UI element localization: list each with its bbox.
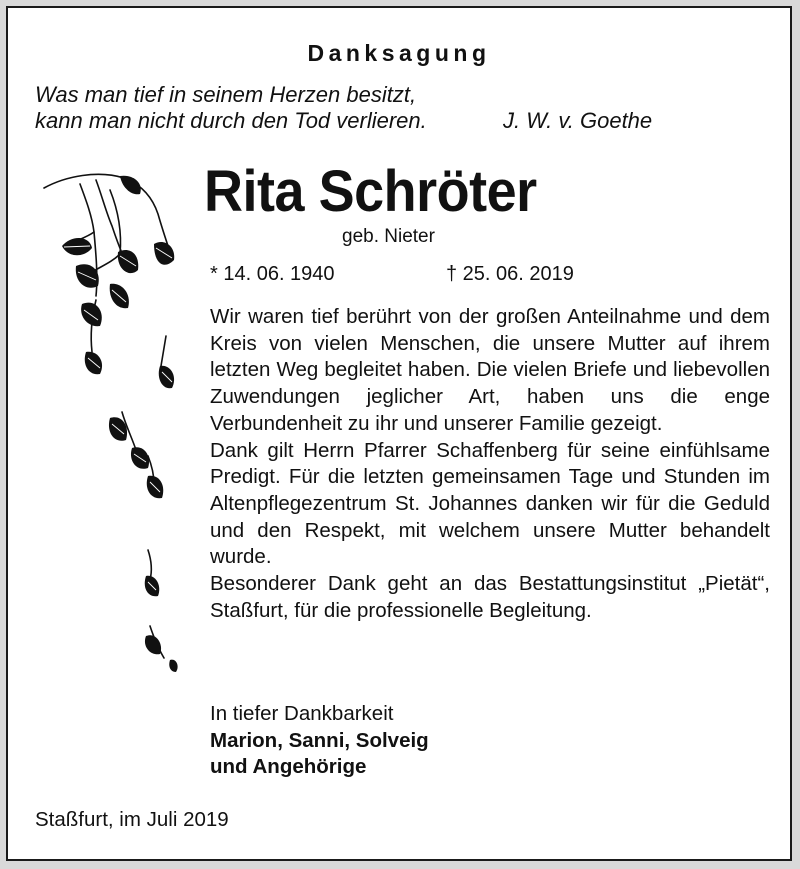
- quote-line-2: kann man nicht durch den Tod verlieren.: [35, 108, 427, 133]
- thanks-paragraph-1: Wir waren tief berührt von der großen Anteilnahme und dem Kreis von vielen Menschen, die unsere Mutter auf ihrem letzten Weg begleitet haben. Die vielen Briefe und liebevollen Zuwendungen jeglicher Art, haben uns die enge Verbundenheit zu ihr und unserer Familie gezeigt.: [210, 305, 770, 435]
- thanks-paragraph-3: Besonderer Dank geht an das Bestattungsinstitut „Pietät“, Staßfurt, für die professionelle Begleitung.: [210, 572, 770, 622]
- deceased-name: Rita Schröter: [204, 159, 537, 224]
- birth-date: * 14. 06. 1940: [210, 263, 335, 285]
- obituary-notice: [6, 6, 792, 861]
- thanks-paragraph-2: Dank gilt Herrn Pfarrer Schaffenberg für seine einfühlsame Predigt. Für die letzten gemeinsamen Tage und Stunden im Altenpflegezentrum St. Johannes danken wir für die Geduld und den Respekt, mit welchem unsere Mutter behandelt wurde.: [210, 438, 770, 569]
- quote-line-1: Was man tief in seinem Herzen besitzt,: [35, 82, 417, 107]
- thanks-text: [210, 304, 770, 624]
- signatory-relatives: und Angehörige: [210, 755, 367, 779]
- birch-branch-icon: [36, 166, 186, 676]
- signature-block: [210, 701, 429, 781]
- signatory-names: Marion, Sanni, Solveig: [210, 728, 429, 752]
- quote-author: J. W. v. Goethe: [503, 108, 653, 133]
- closing-line: In tiefer Dankbarkeit: [210, 702, 394, 725]
- maiden-name: geb. Nieter: [342, 226, 435, 247]
- notice-heading: Danksagung: [307, 40, 491, 66]
- death-date: † 25. 06. 2019: [446, 263, 574, 285]
- place-and-date: Staßfurt, im Juli 2019: [35, 808, 229, 831]
